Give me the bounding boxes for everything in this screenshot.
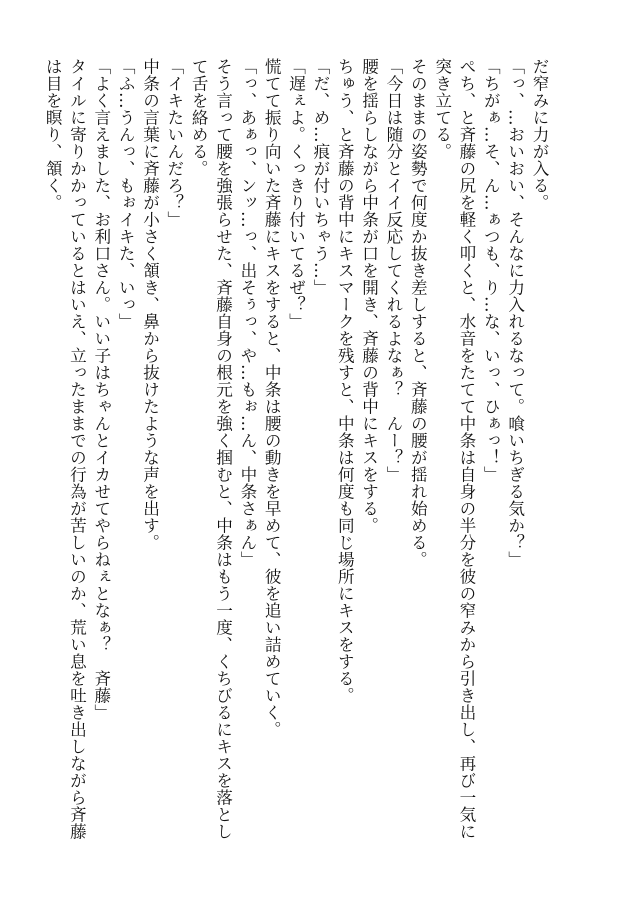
text-line: そう言って腰を強張らせた、斉藤自身の根元を強く掴むと、中条はもう一度、くちびるにキスを落とし xyxy=(213,58,233,840)
text-line: 突き立てる。 xyxy=(432,58,452,160)
text-line: は目を瞑り、頷く。 xyxy=(43,58,63,211)
vertical-text-body xyxy=(40,58,551,848)
text-line: 「今日は随分とイイ反応してくれるよなぁ？ んー？」 xyxy=(383,58,403,483)
text-line: 「ちがぁ…そ、ん…ぁつも、り…な、いっ、ひぁっ！」 xyxy=(481,58,501,483)
text-line: タイルに寄りかかっているとはいえ、立ったままでの行為が苦しいのか、荒い息を吐き出しながら斉藤 xyxy=(67,58,87,840)
text-line: ぺち、と斉藤の尻を軽く叩くと、水音をたてて中条は自身の半分を彼の窄みから引き出し、再び一気に xyxy=(456,58,476,840)
text-line: 「イキたいんだろ？」 xyxy=(164,58,184,228)
text-line: 「っ、あぁっ、ンッ…っ、出そぅっ、や…もぉ…ん、中条さぁん」 xyxy=(237,58,257,568)
text-line: そのままの姿勢で何度か抜き差しすると、斉藤の腰が揺れ始める。 xyxy=(408,58,428,568)
text-line: 腰を揺らしながら中条が口を開き、斉藤の背中にキスをする。 xyxy=(359,58,379,534)
text-line: 慌てて振り向いた斉藤にキスをすると、中条は腰の動きを早めて、彼を追い詰めていく。 xyxy=(262,58,282,738)
text-line: 「ふ…うんっ、もぉイキた、いっ」 xyxy=(116,58,136,330)
text-line: て舌を絡める。 xyxy=(189,58,209,177)
text-line: だ窄みに力が入る。 xyxy=(530,58,549,211)
text-line: ちゅう、と斉藤の背中にキスマークを残すと、中条は何度も同じ場所にキスをする。 xyxy=(335,58,355,704)
text-line: 「遅ぇよ。くっきり付いてるぜ？」 xyxy=(286,58,306,330)
text-line: 中条の言葉に斉藤が小さく頷き、鼻から抜けたような声を出す。 xyxy=(140,58,160,551)
text-line: 「っ、…おいおい、そんなに力入れるなって。喰いちぎる気か？」 xyxy=(505,58,525,568)
text-line: 「だ、め…痕が付いちゃう…」 xyxy=(310,58,330,296)
text-line: 「よく言えました、お利口さん。いい子はちゃんとイカせてやらねぇとなぁ？ 斉藤」 xyxy=(91,58,111,721)
